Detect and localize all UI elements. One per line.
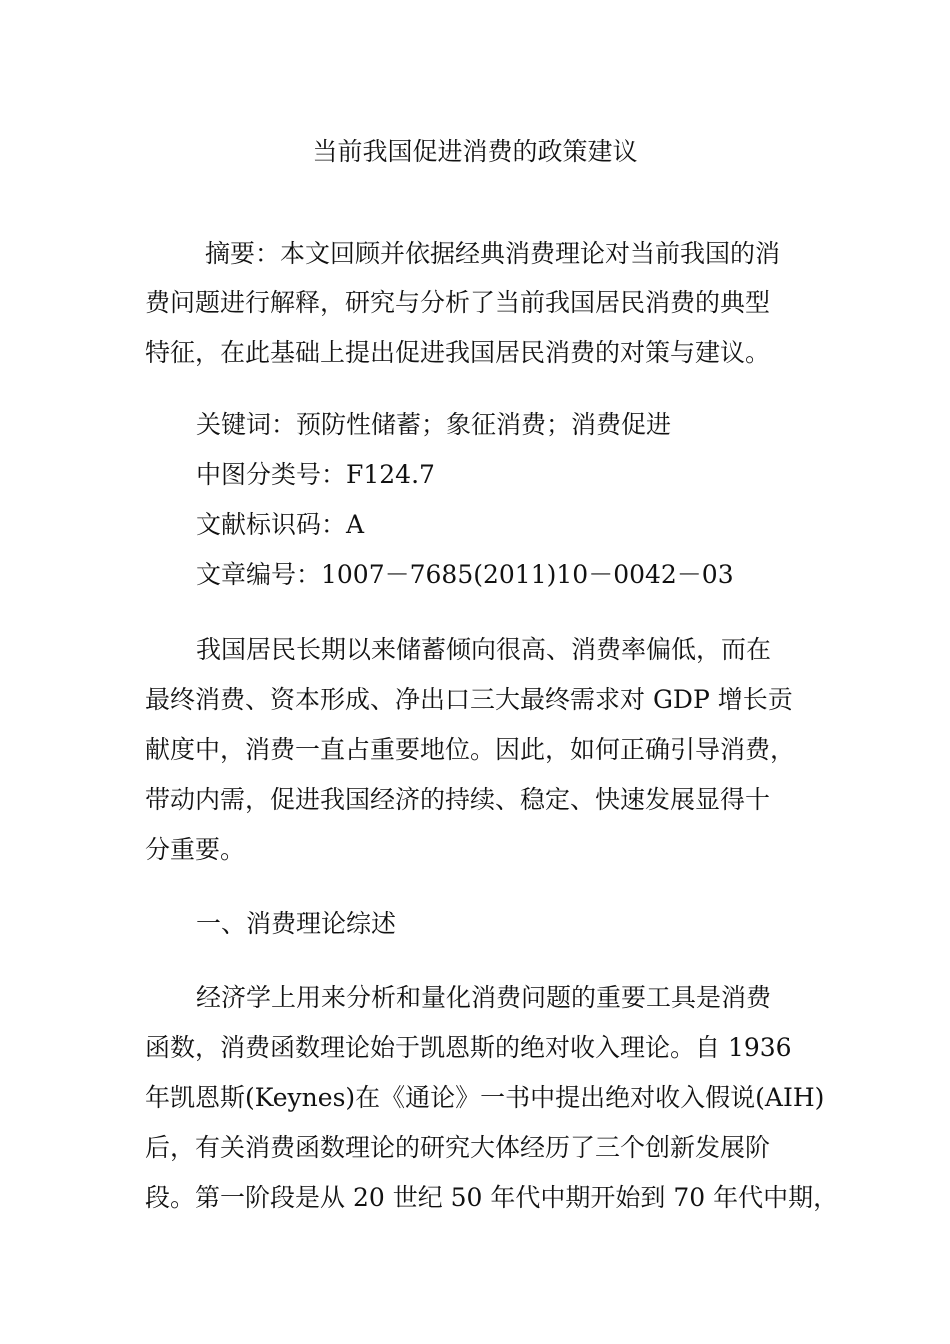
section-line: 经济学上用来分析和量化消费问题的重要工具是消费 [196,983,772,1012]
clc-number: 中图分类号：F124.7 [196,460,435,489]
section-line: 年凯恩斯(Keynes)在《通论》一书中提出绝对收入假说(AIH) [145,1083,825,1112]
intro-line: 分重要。 [145,835,246,864]
section-line: 后，有关消费函数理论的研究大体经历了三个创新发展阶 [145,1133,771,1162]
section-heading: 一、消费理论综述 [196,909,397,938]
abstract-line: 摘要：本文回顾并依据经典消费理论对当前我国的消 [205,239,781,268]
keywords: 关键词：预防性储蓄；象征消费；消费促进 [196,410,672,439]
abstract-line: 特征，在此基础上提出促进我国居民消费的对策与建议。 [145,338,771,367]
document-code: 文献标识码：A [196,510,365,539]
document-title: 当前我国促进消费的政策建议 [312,137,638,166]
intro-line: 献度中，消费一直占重要地位。因此，如何正确引导消费， [145,735,796,764]
section-line: 段。第一阶段是从 20 世纪 50 年代中期开始到 70 年代中期， [145,1183,839,1212]
section-line: 函数，消费函数理论始于凯恩斯的绝对收入理论。自 1936 [145,1033,792,1062]
abstract-line: 费问题进行解释，研究与分析了当前我国居民消费的典型 [145,288,771,317]
article-number: 文章编号：1007－7685(2011)10－0042－03 [196,560,734,589]
intro-line: 我国居民长期以来储蓄倾向很高、消费率偏低，而在 [196,635,772,664]
intro-line: 带动内需，促进我国经济的持续、稳定、快速发展显得十 [145,785,771,814]
intro-line: 最终消费、资本形成、净出口三大最终需求对 GDP 增长贡 [145,685,793,714]
